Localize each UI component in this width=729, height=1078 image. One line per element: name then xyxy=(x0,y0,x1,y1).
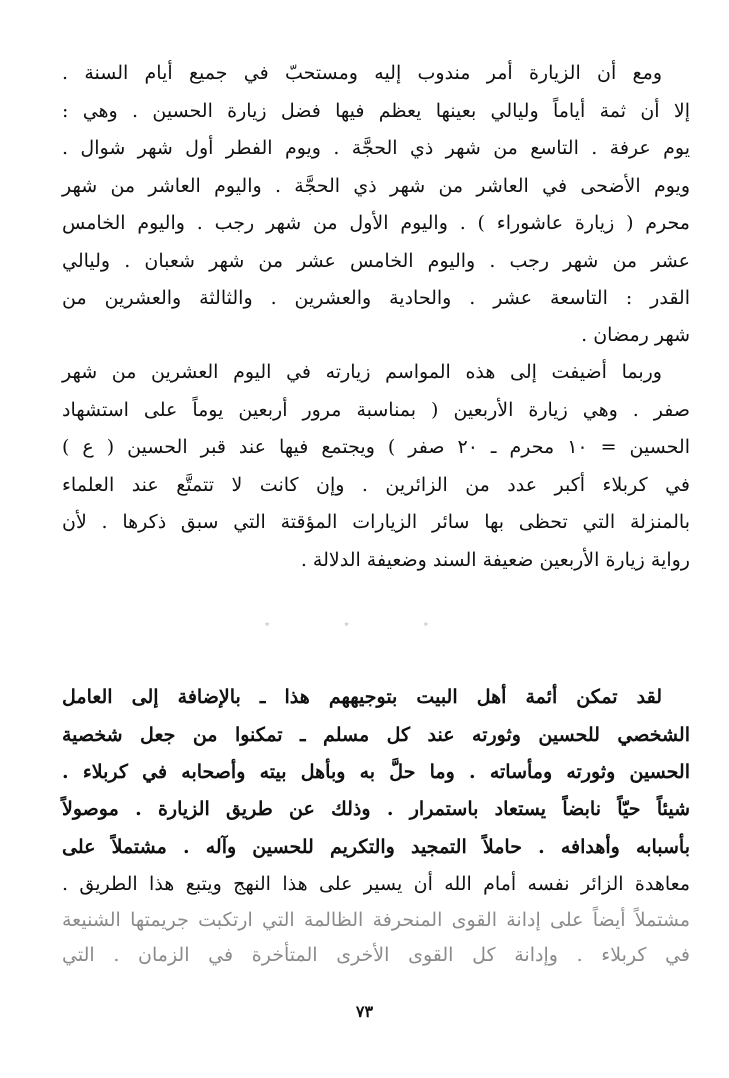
text-line: بأسبابه وأهدافه . حاملاً التمجيد والتكريم للحسين وآله . مشتملاً على xyxy=(62,836,690,858)
text-line: محرم ( زيارة عاشوراء ) . واليوم الأول من شهر رجب . واليوم الخامس xyxy=(62,212,690,234)
text-line: يوم عرفة . التاسع من شهر ذي الحجَّة . ويوم الفطر أول شهر شوال . xyxy=(62,137,690,159)
section-divider-ornament: * * * xyxy=(264,622,465,632)
text-line: معاهدة الزائر نفسه أمام الله أن يسير على هذا النهج ويتبع هذا الطريق . xyxy=(62,873,690,895)
text-line: في كربلاء . وإدانة كل القوى الأخرى المتأخرة في الزمان . التي xyxy=(62,944,690,966)
text-line: لقد تمكن أئمة أهل البيت بتوجيههم هذا ـ بالإضافة إلى العامل xyxy=(62,686,662,708)
text-line: عشر من شهر رجب . واليوم الخامس عشر من شهر شعبان . وليالي xyxy=(62,250,690,272)
text-line: ومع أن الزيارة أمر مندوب إليه ومستحبّ في جميع أيام السنة . xyxy=(62,62,662,84)
text-line: الحسين = ١٠ محرم ـ ٢٠ صفر ) ويجتمع فيها عند قبر الحسين ( ع ) xyxy=(62,436,690,458)
page-number: ٧٣ xyxy=(355,1002,374,1021)
text-line: رواية زيارة الأربعين ضعيفة السند وضعيفة الدلالة . xyxy=(300,549,690,571)
text-line: القدر : التاسعة عشر . والحادية والعشرين . والثالثة والعشرين من xyxy=(62,287,690,309)
text-line: صفر . وهي زيارة الأربعين ( بمناسبة مرور أربعين يوماً على استشهاد xyxy=(62,399,690,421)
text-line: وربما أضيفت إلى هذه المواسم زيارته في اليوم العشرين من شهر xyxy=(62,361,662,383)
text-line: بالمنزلة التي تحظى بها سائر الزيارات المؤقتة التي سبق ذكرها . لأن xyxy=(62,511,690,533)
text-line: ويوم الأضحى في العاشر من شهر ذي الحجَّة . واليوم العاشر من شهر xyxy=(62,175,690,197)
text-line: مشتملاً أيضاً على إدانة القوى المنحرفة الظالمة التي ارتكبت جريمتها الشنيعة xyxy=(62,909,690,931)
text-line: شهر رمضان . xyxy=(581,324,690,346)
text-line: الحسين وثورته ومأساته . وما حلَّ به وبأهل بيته وأصحابه في كربلاء . xyxy=(62,761,690,783)
text-line: في كربلاء أكبر عدد من الزائرين . وإن كانت لا تتمتَّع عند العلماء xyxy=(62,474,690,496)
text-line: إلا أن ثمة أياماً وليالي بعينها يعظم فيها فضل زيارة الحسين . وهي : xyxy=(62,100,690,122)
text-line: الشخصي للحسين وثورته عند كل مسلم ـ تمكنوا من جعل شخصية xyxy=(62,724,690,746)
text-line: شيئاً حيّاً نابضاً يستعاد باستمرار . وذلك عن طريق الزيارة . موصولاً xyxy=(62,798,690,820)
